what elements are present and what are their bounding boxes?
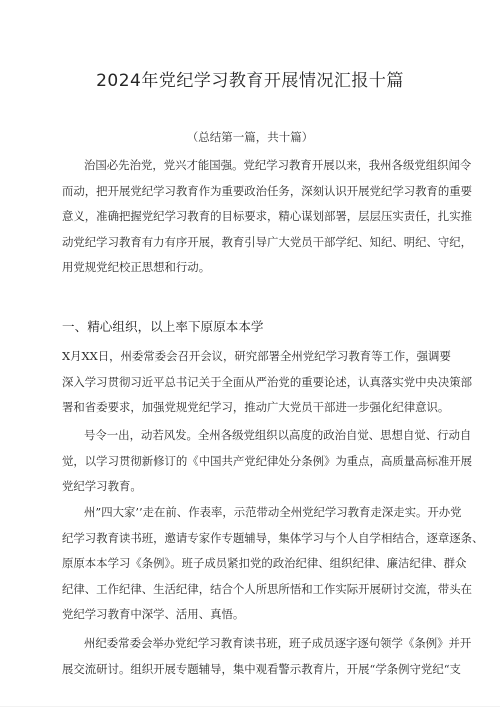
section-paragraph <box>62 423 473 500</box>
text-line: 而动，把开展党纪学习教育作为重要政治任务，深刻认识开展党纪学习教育的重要 <box>62 183 473 198</box>
text-line: 党纪学习教育中深学、活用、真悟。 <box>62 607 245 621</box>
text-line: 深入学习贯彻习近平总书记关于全面从严治党的重要论述，认真落实党中央决策部 <box>62 374 473 389</box>
text-line: 署和省委要求，加强党规党纪学习，推动广大党员干部进一步强化纪律意识。 <box>62 400 450 414</box>
text-line: 号令一出，动若风发。全州各级党组织以高度的政治自觉、思想自觉、行动自 <box>84 428 472 442</box>
text-line: 展交流研讨。组织开展专题辅导，集中观看警示教育片，开展“学条例守党纪“支 <box>62 661 461 676</box>
text-line: 用党规党纪校正思想和行动。 <box>62 260 211 274</box>
document-title: 2024年党纪学习教育开展情况汇报十篇 <box>96 71 404 91</box>
section-paragraph <box>62 500 484 628</box>
document-subtitle: （总结第一篇，共十篇） <box>186 130 314 144</box>
text-line: X月XX日，州委常委会召开会议，研究部署全州党纪学习教育等工作，强调要 <box>62 349 451 363</box>
text-line: 纪律、工作纪律、生活纪律，结合个人所思所悟和工作实际开展研讨交流，带头在 <box>62 581 473 596</box>
text-line: 动党纪学习教育有力有序开展，教育引导广大党员干部学纪、知纪、明纪、守纪， <box>62 234 473 249</box>
section-heading: 一、精心组织，以上率下原原本本学 <box>62 319 264 334</box>
intro-paragraph <box>62 153 473 281</box>
section-paragraph <box>62 631 472 682</box>
text-line: 原原本本学习《条例》。班子成员紧扣党的政治纪律、组织纪律、廉洁纪律、群众 <box>62 556 467 570</box>
text-line: 州”四大家’’走在前、作表率，示范带动全州党纪学习教育走深走实。开办党 <box>84 505 462 519</box>
text-line: 觉，以学习贯彻新修订的《中国共产党纪律处分条例》为重点，高质量高标准开展 <box>62 453 473 468</box>
text-line: 治国必先治党，党兴才能国强。党纪学习教育开展以来，我州各级党组织闻令 <box>84 158 472 172</box>
text-line: 州纪委常委会举办党纪学习教育读书班，班子成员逐字逐句领学《条例》并开 <box>84 636 472 650</box>
text-line: 纪学习教育读书班，邀请专家作专题辅导，集体学习与个人自学相结合，逐章逐条、 <box>62 530 484 545</box>
text-line: 意义，准确把握党纪学习教育的目标要求，精心谋划部署，层层压实责任，扎实推 <box>62 209 473 223</box>
section-paragraph <box>62 344 473 421</box>
text-line: 党纪学习教育。 <box>62 479 142 493</box>
